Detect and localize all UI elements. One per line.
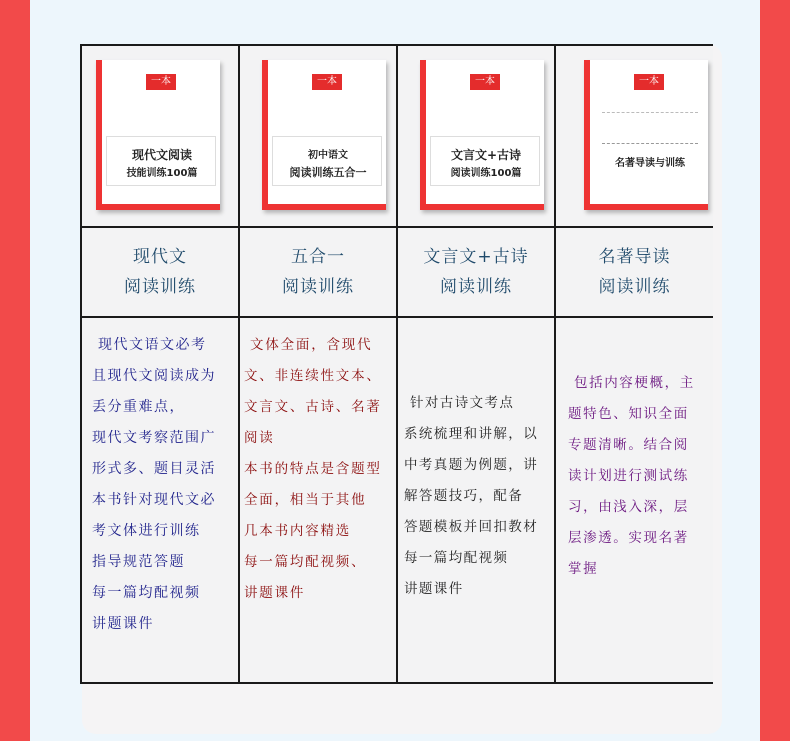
cover-cell-4 (555, 45, 713, 227)
desc-line: 阅读 (244, 430, 275, 446)
desc-line: 系统梳理和讲解，以 (404, 426, 539, 442)
desc-line: 文、非连续性文本、 (244, 368, 382, 384)
cover-cell-1 (81, 45, 239, 227)
cover-cell-3 (397, 45, 555, 227)
desc-line: 读计划进行测试练 (568, 468, 689, 484)
description-text (240, 318, 396, 621)
desc-line: 全面，相当于其他 (244, 492, 367, 508)
title-row (81, 227, 713, 317)
desc-line: 答题模板并回扣教材 (404, 519, 539, 535)
title-cell-4 (555, 227, 713, 317)
book-logo: 一本 (312, 74, 342, 90)
desc-cell-4 (555, 317, 713, 683)
desc-line: 讲题课件 (92, 616, 154, 632)
desc-line: 考文体进行训练 (92, 523, 201, 539)
column-title-line-2: 阅读训练 (440, 277, 512, 297)
cover-red-bar (268, 204, 386, 210)
book-cover-2 (262, 60, 386, 210)
desc-line: 掌握 (568, 561, 599, 577)
column-title-line-1: 名著导读 (598, 247, 671, 267)
desc-line: 专题清晰。结合阅 (568, 437, 689, 453)
cover-title: 现代文阅读 (131, 148, 192, 162)
desc-line: 现代文考察范围广 (92, 430, 216, 446)
cover-title: 文言文+古诗 (450, 148, 522, 162)
desc-line: 丢分重难点， (92, 399, 185, 415)
book-logo: 一本 (146, 74, 176, 90)
desc-cell-3 (397, 317, 555, 683)
desc-line: 中考真题为例题，讲 (404, 457, 539, 473)
cover-subtitle: 技能训练100篇 (126, 168, 198, 179)
cover-cell-2 (239, 45, 397, 227)
desc-line: 题特色、知识全面 (568, 406, 689, 422)
cover-title: 名著导读与训练 (615, 158, 685, 169)
desc-line: 每一篇均配视频 (92, 585, 201, 601)
description-text (556, 318, 713, 597)
desc-line: 本书针对现代文必 (92, 492, 216, 508)
desc-cell-1 (81, 317, 239, 683)
desc-line: 文言文、古诗、名著 (244, 399, 382, 415)
book-cover-4 (584, 60, 708, 210)
cover-red-bar (102, 204, 220, 210)
desc-line: 且现代文阅读成为 (92, 368, 216, 384)
book-logo: 一本 (470, 74, 500, 90)
desc-line: 每一篇均配视频、 (244, 554, 367, 570)
desc-line: 解答题技巧，配备 (404, 488, 524, 504)
column-title-line-1: 文言文+古诗 (423, 247, 529, 267)
book-cover-1 (96, 60, 220, 210)
desc-cell-2 (239, 317, 397, 683)
desc-line: 几本书内容精选 (244, 523, 352, 539)
desc-line: 形式多、题目灵活 (92, 461, 216, 477)
cover-subtitle: 阅读训练100篇 (450, 168, 522, 179)
book-logo: 一本 (634, 74, 664, 90)
desc-line: 现代文语文必考 (98, 337, 207, 353)
column-title-line-1: 现代文 (133, 247, 187, 267)
description-text (398, 318, 554, 617)
desc-line: 讲题课件 (404, 581, 464, 597)
title-cell-2 (239, 227, 397, 317)
column-title-line-2: 阅读训练 (124, 277, 196, 297)
desc-line: 针对古诗文考点 (410, 395, 515, 411)
book-comparison-table (80, 44, 713, 684)
desc-line: 每一篇均配视频 (404, 550, 509, 566)
title-cell-1 (81, 227, 239, 317)
desc-line: 习，由浅入深，层 (568, 499, 689, 515)
title-cell-3 (397, 227, 555, 317)
column-title-line-2: 阅读训练 (598, 277, 671, 297)
desc-line: 指导规范答题 (92, 554, 185, 570)
cover-title: 初中语文 (308, 150, 348, 161)
desc-line: 包括内容梗概，主 (574, 375, 695, 391)
desc-line: 文体全面，含现代 (250, 337, 373, 353)
cover-illustration (602, 112, 698, 144)
cover-row (81, 45, 713, 227)
desc-line: 层渗透。实现名著 (568, 530, 689, 546)
book-cover-3 (420, 60, 544, 210)
desc-line: 本书的特点是含题型 (244, 461, 382, 477)
cover-red-bar (590, 204, 708, 210)
desc-line: 讲题课件 (244, 585, 306, 601)
column-title-line-2: 阅读训练 (282, 277, 354, 297)
description-text (82, 318, 238, 652)
description-row (81, 317, 713, 683)
column-title-line-1: 五合一 (291, 247, 345, 267)
cover-red-bar (426, 204, 544, 210)
cover-subtitle: 阅读训练五合一 (289, 166, 367, 179)
